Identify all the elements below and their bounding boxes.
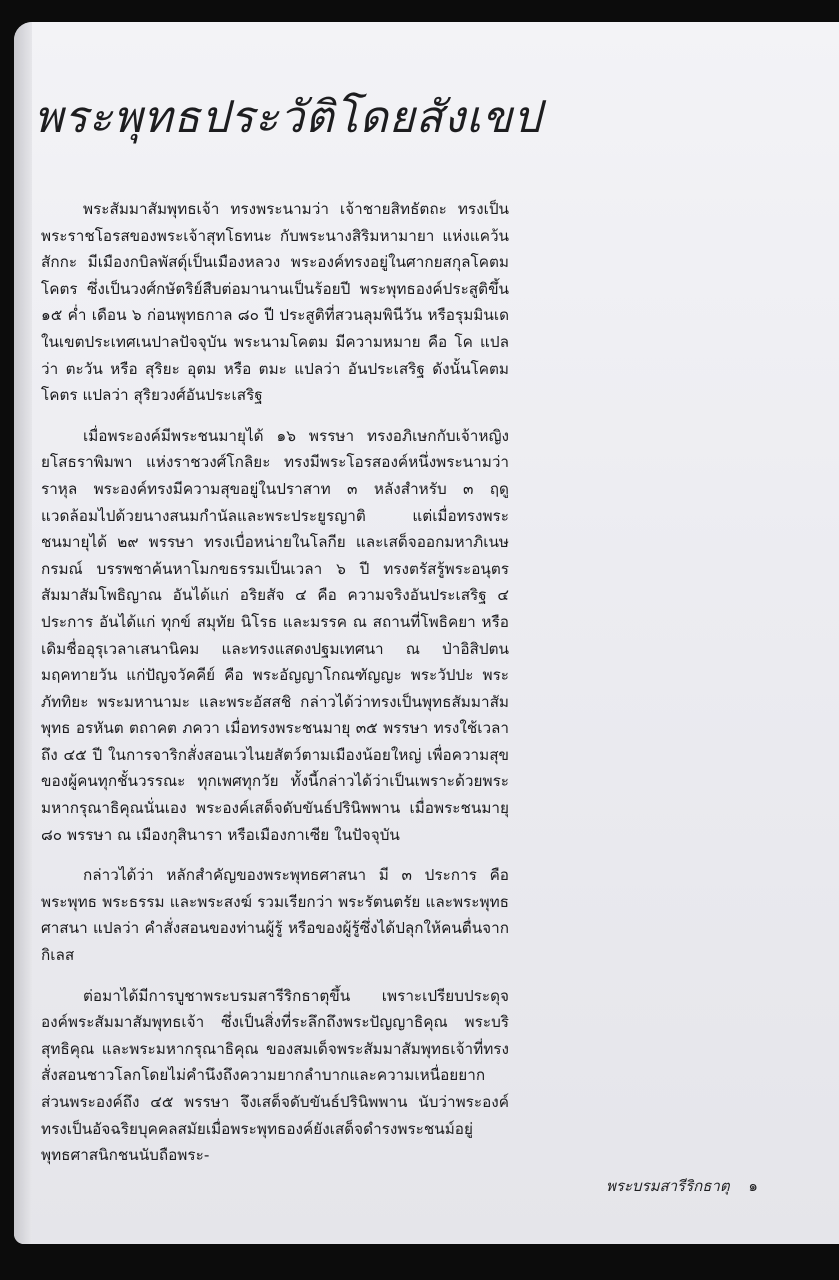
page-heading: พระพุทธประวัติโดยสังเขป [34, 92, 542, 143]
body-text [41, 196, 509, 1183]
paragraph-3: กล่าวได้ว่า หลักสำคัญของพระพุทธศาสนา มี ๓ ประการ คือ พระพุทธ พระธรรม และพระสงฆ์ รวมเรียกว่า พระรัตนตรัย และพระพุทธศาสนา แปลว่า คำสั่งสอนของท่านผู้รู้ หรือของผู้รู้ซึ่งได้ปลุกให้คนตื่นจากกิเลส [41, 866, 509, 965]
paragraph-2: เมื่อพระองค์มีพระชนมายุได้ ๑๖ พรรษา ทรงอภิเษกกับเจ้าหญิงยโสธราพิมพา แห่งราชวงศ์โกลิยะ ทรงมีพระโอรสองค์หนึ่งพระนามว่า ราหุล พระองค์ทรงมีความสุขอยู่ในปราสาท ๓ หลังสำหรับ ๓ ฤดู แวดล้อมไปด้วยนางสนมกำนัลและพระประยูรญาติ แต่เมื่อทรงพระชนมายุได้ ๒๙ พรรษา ทรงเบื่อหน่ายในโลกีย และเสด็จออกมหาภิเนษกรมณ์ บรรพชาค้นหาโมกขธรรมเป็นเวลา ๖ ปี ทรงตรัสรู้พระอนุตรสัมมาสัมโพธิญาณ อันได้แก่ อริยสัจ ๔ คือ ความจริงอันประเสริฐ ๔ ประการ อันได้แก่ ทุกข์ สมุทัย นิโรธ และมรรค ณ สถานที่โพธิคยา หรือเดิมชื่ออุรุเวลาเสนานิคม และทรงแสดงปฐมเทศนา ณ ป่าอิสิปตนมฤคทายวัน แก่ปัญจวัคคีย์ คือ พระอัญญาโกณฑัญญะ พระวัปปะ พระภัททิยะ พระมหานามะ และพระอัสสชิ กล่าวได้ว่าทรงเป็นพุทธสัมมาสัมพุทธ อรหันต ตถาคต ภควา เมื่อทรงพระชนมายุ ๓๕ พรรษา ทรงใช้เวลาถึง ๔๕ ปี ในการจาริกสั่งสอนเวไนยสัตว์ตามเมืองน้อยใหญ่ เพื่อความสุขของผู้คนทุกชั้นวรรณะ ทุกเพศทุกวัย ทั้งนี้กล่าวได้ว่าเป็นเพราะด้วยพระมหากรุณาธิคุณนั่นเอง พระองค์เสด็จดับขันธ์ปรินิพพาน เมื่อพระชนมายุ ๘๐ พรรษา ณ เมืองกุสินารา หรือเมืองกาเซีย ในปัจจุบัน [41, 426, 509, 844]
footer-title: พระบรมสารีริกธาตุ [606, 1177, 730, 1195]
paragraph-1: พระสัมมาสัมพุทธเจ้า ทรงพระนามว่า เจ้าชายสิทธัตถะ ทรงเป็นพระราชโอรสของพระเจ้าสุทโธทนะ กับพระนางสิริมหามายา แห่งแคว้นสักกะ มีเมืองกบิลพัสดุ์เป็นเมืองหลวง พระองค์ทรงอยู่ในศากยสกุลโคตมโคตร ซึ่งเป็นวงศ์กษัตริย์สืบต่อมานานเป็นร้อยปี พระพุทธองค์ประสูติขึ้น ๑๕ ค่ำ เดือน ๖ ก่อนพุทธกาล ๘๐ ปี ประสูติที่สวนลุมพินีวัน หรือรุมมินเด ในเขตประเทศเนปาลปัจจุบัน พระนามโคตม มีความหมาย คือ โค แปลว่า ตะวัน หรือ สุริยะ อุตม หรือ ตมะ แปลว่า อันประเสริฐ ดังนั้นโคตมโคตร แปลว่า สุริยวงศ์อันประเสริฐ [41, 200, 509, 405]
paragraph-4: ต่อมาได้มีการบูชาพระบรมสารีริกธาตุขึ้น เพราะเปรียบประดุจองค์พระสัมมาสัมพุทธเจ้า ซึ่งเป็นสิ่งที่ระลึกถึงพระปัญญาธิคุณ พระบริสุทธิคุณ และพระมหากรุณาธิคุณ ของสมเด็จพระสัมมาสัมพุทธเจ้าที่ทรงสั่งสอนชาวโลกโดยไม่คำนึงถึงความยากลำบากและความเหนื่อยยากส่วนพระองค์ถึง ๔๕ พรรษา จึงเสด็จดับขันธ์ปรินิพพาน นับว่าพระองค์ทรงเป็นอัจฉริยบุคคลสมัยเมื่อพระพุทธองค์ยังเสด็จดำรงพระชนม์อยู่ พุทธศาสนิกชนนับถือพระ- [41, 986, 509, 1165]
page-footer [606, 1174, 758, 1198]
page-spine-shadow [14, 22, 32, 1244]
page-number: ๑ [748, 1177, 758, 1195]
